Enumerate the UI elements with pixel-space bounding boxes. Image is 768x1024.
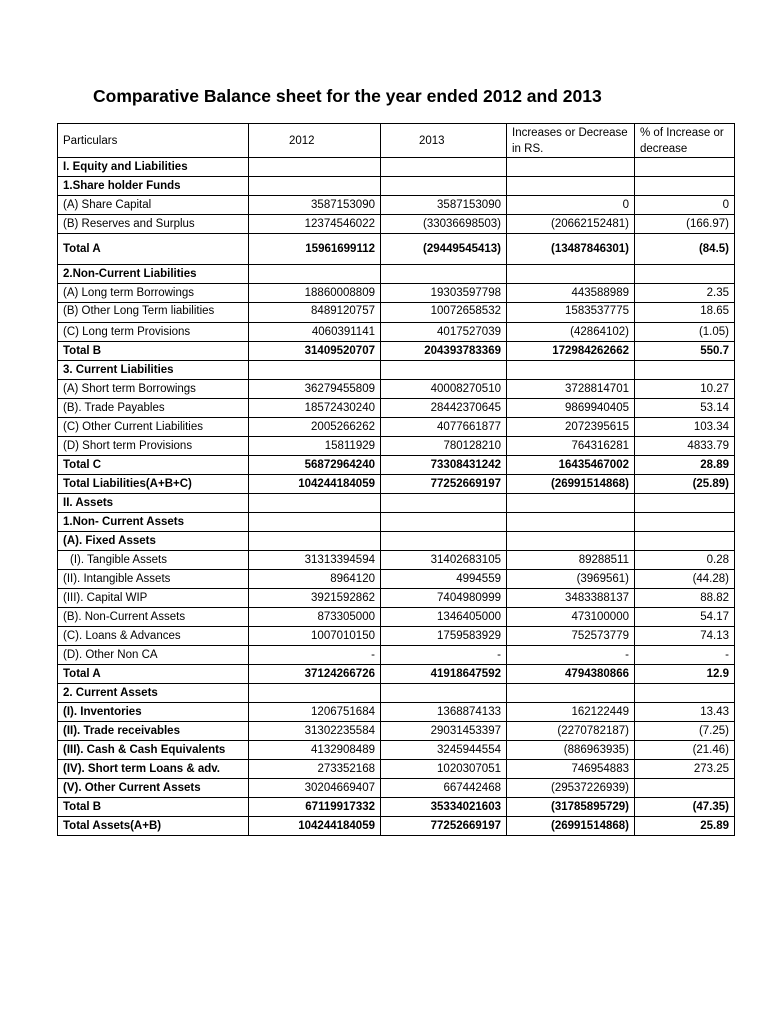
row-label: (B) Other Long Term liabilities xyxy=(58,303,249,323)
value-2012: 15961699112 xyxy=(249,234,381,265)
section-row xyxy=(58,177,735,196)
value-change: 752573779 xyxy=(507,627,635,646)
value-2012 xyxy=(249,177,381,196)
value-2012 xyxy=(249,513,381,532)
value-2013: 73308431242 xyxy=(381,456,507,475)
value-change xyxy=(507,265,635,284)
row-label: (III). Cash & Cash Equivalents xyxy=(58,741,249,760)
row-label: Total A xyxy=(58,234,249,265)
total-row xyxy=(58,456,735,475)
value-percent: (7.25) xyxy=(635,722,735,741)
value-percent: 12.9 xyxy=(635,665,735,684)
row-label: (II). Intangible Assets xyxy=(58,570,249,589)
value-change: 3728814701 xyxy=(507,380,635,399)
table-row xyxy=(58,551,735,570)
value-2012 xyxy=(249,494,381,513)
row-label: (II). Trade receivables xyxy=(58,722,249,741)
row-label: 2. Current Assets xyxy=(58,684,249,703)
row-label: (D). Other Non CA xyxy=(58,646,249,665)
value-percent: 54.17 xyxy=(635,608,735,627)
value-change: 162122449 xyxy=(507,703,635,722)
value-2013 xyxy=(381,532,507,551)
value-2012: 12374546022 xyxy=(249,215,381,234)
value-2012 xyxy=(249,265,381,284)
value-change: 3483388137 xyxy=(507,589,635,608)
value-percent: (25.89) xyxy=(635,475,735,494)
value-2013: (29449545413) xyxy=(381,234,507,265)
table-row xyxy=(58,570,735,589)
value-2012: 31313394594 xyxy=(249,551,381,570)
value-2012: 18860008809 xyxy=(249,284,381,303)
value-change: 2072395615 xyxy=(507,418,635,437)
value-change: (26991514868) xyxy=(507,817,635,836)
row-label: (A) Long term Borrowings xyxy=(58,284,249,303)
value-change: 443588989 xyxy=(507,284,635,303)
value-2012 xyxy=(249,684,381,703)
row-label: Total A xyxy=(58,665,249,684)
document-title: Comparative Balance sheet for the year ended 2012 and 2013 xyxy=(93,86,602,106)
value-2013: - xyxy=(381,646,507,665)
value-percent: (47.35) xyxy=(635,798,735,817)
value-change xyxy=(507,361,635,380)
value-change: (29537226939) xyxy=(507,779,635,798)
value-percent: 273.25 xyxy=(635,760,735,779)
total-row xyxy=(58,798,735,817)
value-percent: 4833.79 xyxy=(635,437,735,456)
value-percent: 88.82 xyxy=(635,589,735,608)
value-2012: 8964120 xyxy=(249,570,381,589)
row-label: (C). Loans & Advances xyxy=(58,627,249,646)
value-2013: 1020307051 xyxy=(381,760,507,779)
value-2013: 4017527039 xyxy=(381,323,507,342)
value-2013: 40008270510 xyxy=(381,380,507,399)
value-2013 xyxy=(381,684,507,703)
value-change: (2270782187) xyxy=(507,722,635,741)
value-2012: 873305000 xyxy=(249,608,381,627)
value-2013: 667442468 xyxy=(381,779,507,798)
value-2013: 10072658532 xyxy=(381,303,507,323)
row-label: (C) Other Current Liabilities xyxy=(58,418,249,437)
value-percent: 10.27 xyxy=(635,380,735,399)
value-2013: 4077661877 xyxy=(381,418,507,437)
value-percent xyxy=(635,532,735,551)
header-2012: 2012 xyxy=(249,124,381,158)
row-label: (A) Short term Borrowings xyxy=(58,380,249,399)
value-percent xyxy=(635,158,735,177)
value-2013: 1346405000 xyxy=(381,608,507,627)
value-change: 746954883 xyxy=(507,760,635,779)
section-row xyxy=(58,513,735,532)
value-2013: 1759583929 xyxy=(381,627,507,646)
row-label: (B) Reserves and Surplus xyxy=(58,215,249,234)
row-label: Total Liabilities(A+B+C) xyxy=(58,475,249,494)
value-2013 xyxy=(381,513,507,532)
header-percent: % of Increase or decrease xyxy=(635,124,735,158)
total-row xyxy=(58,665,735,684)
value-2013: 31402683105 xyxy=(381,551,507,570)
value-percent xyxy=(635,779,735,798)
section-row xyxy=(58,158,735,177)
value-change: (886963935) xyxy=(507,741,635,760)
table-header-row xyxy=(58,124,735,158)
value-change: (42864102) xyxy=(507,323,635,342)
value-2012: 104244184059 xyxy=(249,475,381,494)
value-2012: 56872964240 xyxy=(249,456,381,475)
value-2013: 19303597798 xyxy=(381,284,507,303)
row-label: 1.Non- Current Assets xyxy=(58,513,249,532)
value-2013: 35334021603 xyxy=(381,798,507,817)
balance-sheet-table xyxy=(57,123,735,836)
value-2012: 273352168 xyxy=(249,760,381,779)
value-change xyxy=(507,532,635,551)
value-change: 473100000 xyxy=(507,608,635,627)
section-row xyxy=(58,265,735,284)
table-row xyxy=(58,741,735,760)
row-label: (A). Fixed Assets xyxy=(58,532,249,551)
row-label: (C) Long term Provisions xyxy=(58,323,249,342)
value-change: (20662152481) xyxy=(507,215,635,234)
table-row xyxy=(58,608,735,627)
value-2013: 28442370645 xyxy=(381,399,507,418)
value-percent: 28.89 xyxy=(635,456,735,475)
value-percent xyxy=(635,265,735,284)
value-2013: 77252669197 xyxy=(381,475,507,494)
value-percent: 53.14 xyxy=(635,399,735,418)
value-2013 xyxy=(381,265,507,284)
total-row xyxy=(58,817,735,836)
value-percent: 13.43 xyxy=(635,703,735,722)
value-percent: 18.65 xyxy=(635,303,735,323)
value-2012: 1206751684 xyxy=(249,703,381,722)
table-row xyxy=(58,703,735,722)
header-2013: 2013 xyxy=(381,124,507,158)
value-2012: 3587153090 xyxy=(249,196,381,215)
value-change: 89288511 xyxy=(507,551,635,570)
table-row xyxy=(58,418,735,437)
row-label: (B). Non-Current Assets xyxy=(58,608,249,627)
value-percent: (1.05) xyxy=(635,323,735,342)
value-percent: 2.35 xyxy=(635,284,735,303)
table-row xyxy=(58,303,735,323)
value-2013: 77252669197 xyxy=(381,817,507,836)
value-percent: 0 xyxy=(635,196,735,215)
table-row xyxy=(58,284,735,303)
value-change: 0 xyxy=(507,196,635,215)
header-particulars: Particulars xyxy=(58,124,249,158)
value-2012: 31302235584 xyxy=(249,722,381,741)
table-row xyxy=(58,399,735,418)
table-row xyxy=(58,196,735,215)
value-2013 xyxy=(381,494,507,513)
value-percent: (84.5) xyxy=(635,234,735,265)
value-change xyxy=(507,177,635,196)
value-2012: 15811929 xyxy=(249,437,381,456)
table-row xyxy=(58,437,735,456)
value-change: (13487846301) xyxy=(507,234,635,265)
section-row xyxy=(58,532,735,551)
value-change: 764316281 xyxy=(507,437,635,456)
value-change: (31785895729) xyxy=(507,798,635,817)
value-2013: 1368874133 xyxy=(381,703,507,722)
row-label: I. Equity and Liabilities xyxy=(58,158,249,177)
value-percent: (44.28) xyxy=(635,570,735,589)
value-percent: 103.34 xyxy=(635,418,735,437)
row-label: II. Assets xyxy=(58,494,249,513)
value-2013 xyxy=(381,361,507,380)
value-percent: 25.89 xyxy=(635,817,735,836)
row-label: (D) Short term Provisions xyxy=(58,437,249,456)
value-percent: (21.46) xyxy=(635,741,735,760)
value-2012: 4060391141 xyxy=(249,323,381,342)
value-2013: 29031453397 xyxy=(381,722,507,741)
value-2013: 3587153090 xyxy=(381,196,507,215)
row-label: (I). Tangible Assets xyxy=(58,551,249,570)
value-2012: 104244184059 xyxy=(249,817,381,836)
table-row xyxy=(58,215,735,234)
value-change xyxy=(507,158,635,177)
value-2012: 1007010150 xyxy=(249,627,381,646)
value-change: (26991514868) xyxy=(507,475,635,494)
value-change: (3969561) xyxy=(507,570,635,589)
table-row xyxy=(58,646,735,665)
value-2012: 31409520707 xyxy=(249,342,381,361)
value-percent: - xyxy=(635,646,735,665)
section-row xyxy=(58,684,735,703)
table-row xyxy=(58,380,735,399)
table-row xyxy=(58,760,735,779)
value-2013: 780128210 xyxy=(381,437,507,456)
row-label: Total C xyxy=(58,456,249,475)
value-change: - xyxy=(507,646,635,665)
value-percent: (166.97) xyxy=(635,215,735,234)
table-row xyxy=(58,627,735,646)
value-change xyxy=(507,513,635,532)
table-row xyxy=(58,589,735,608)
table-row xyxy=(58,722,735,741)
value-2012 xyxy=(249,532,381,551)
value-2012: 18572430240 xyxy=(249,399,381,418)
value-percent: 74.13 xyxy=(635,627,735,646)
value-percent xyxy=(635,684,735,703)
value-change xyxy=(507,684,635,703)
row-label: 1.Share holder Funds xyxy=(58,177,249,196)
value-2012: 3921592862 xyxy=(249,589,381,608)
value-2012: 67119917332 xyxy=(249,798,381,817)
table-row xyxy=(58,323,735,342)
value-2012: 36279455809 xyxy=(249,380,381,399)
value-2013: 7404980999 xyxy=(381,589,507,608)
value-percent xyxy=(635,361,735,380)
value-2012: 8489120757 xyxy=(249,303,381,323)
value-percent xyxy=(635,494,735,513)
value-2013: 3245944554 xyxy=(381,741,507,760)
row-label: Total B xyxy=(58,342,249,361)
value-2012: 4132908489 xyxy=(249,741,381,760)
section-row xyxy=(58,494,735,513)
row-label: (A) Share Capital xyxy=(58,196,249,215)
value-change xyxy=(507,494,635,513)
value-2012: 30204669407 xyxy=(249,779,381,798)
row-label: (V). Other Current Assets xyxy=(58,779,249,798)
value-2012: 37124266726 xyxy=(249,665,381,684)
row-label: Total B xyxy=(58,798,249,817)
value-2013: 41918647592 xyxy=(381,665,507,684)
row-label: 2.Non-Current Liabilities xyxy=(58,265,249,284)
section-row xyxy=(58,361,735,380)
total-row xyxy=(58,234,735,265)
table-row xyxy=(58,779,735,798)
value-2013: 204393783369 xyxy=(381,342,507,361)
row-label: (B). Trade Payables xyxy=(58,399,249,418)
value-2013: (33036698503) xyxy=(381,215,507,234)
value-percent xyxy=(635,513,735,532)
row-label: (III). Capital WIP xyxy=(58,589,249,608)
value-2012 xyxy=(249,361,381,380)
value-2012 xyxy=(249,158,381,177)
value-percent xyxy=(635,177,735,196)
row-label: 3. Current Liabilities xyxy=(58,361,249,380)
header-change: Increases or Decrease in RS. xyxy=(507,124,635,158)
value-change: 1583537775 xyxy=(507,303,635,323)
total-row xyxy=(58,342,735,361)
value-2013: 4994559 xyxy=(381,570,507,589)
table-body xyxy=(58,158,735,836)
row-label: (IV). Short term Loans & adv. xyxy=(58,760,249,779)
value-change: 4794380866 xyxy=(507,665,635,684)
value-2013 xyxy=(381,177,507,196)
value-change: 172984262662 xyxy=(507,342,635,361)
value-2012: 2005266262 xyxy=(249,418,381,437)
value-change: 9869940405 xyxy=(507,399,635,418)
value-percent: 550.7 xyxy=(635,342,735,361)
value-2013 xyxy=(381,158,507,177)
total-row xyxy=(58,475,735,494)
value-percent: 0.28 xyxy=(635,551,735,570)
row-label: (I). Inventories xyxy=(58,703,249,722)
value-2012: - xyxy=(249,646,381,665)
row-label: Total Assets(A+B) xyxy=(58,817,249,836)
value-change: 16435467002 xyxy=(507,456,635,475)
